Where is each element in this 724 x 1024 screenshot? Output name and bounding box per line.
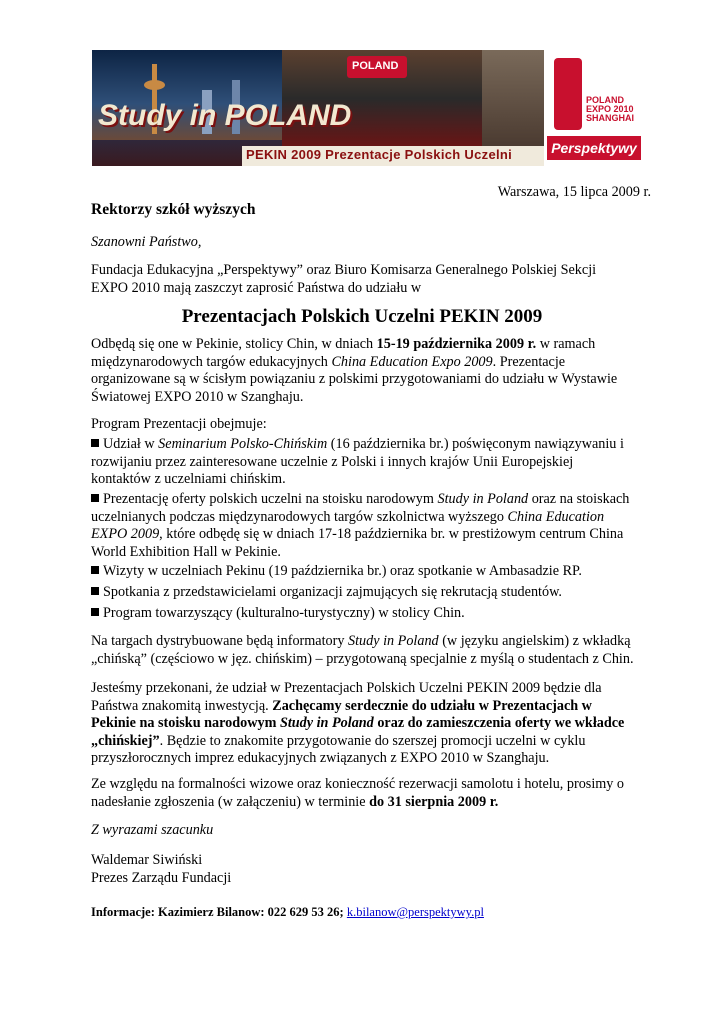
banner-strip-text: PEKIN 2009 Prezentacje Polskich Uczelni [246,147,513,162]
paragraph-informators: Na targach dystrybuowane będą informatory Study in Poland (w języku angielskim) z wkładką „chińską” (częściowo w jęz. chińskim) – przygotowaną specjalnie z myślą o studentach z Chin. [91,633,634,667]
bullet-square-icon [91,439,99,447]
contact-email-link[interactable]: k.bilanow@perspektywy.pl [346,905,484,919]
event-heading: Prezentacjach Polskich Uczelni PEKIN 2009 [181,306,543,327]
paragraph-event-details: Odbędą się one w Pekinie, stolicy Chin, w dniach 15-19 października 2009 r. w ramach międzynarodowych targów edukacyjnych China Education Expo 2009. Prezentacje organizowane są w ścisłym powiązaniu z polskimi przygotowaniami do udziału w Wystawie Światowej EXPO 2010 w Szanghaju. [91,336,618,405]
signer-name: Waldemar Siwiński [91,852,203,868]
expo-logo-text: POLAND EXPO 2010 SHANGHAI [586,95,635,123]
recipient: Rektorzy szkół wyższych [91,201,256,218]
closing: Z wyrazami szacunku [91,822,214,838]
signature-block [91,852,651,887]
program-label: Program Prezentacji obejmuje: [91,416,267,432]
list-item: Wizyty w uczelniach Pekinu (19 października br.) oraz spotkanie w Ambasadzie RP. [91,563,651,581]
contact-footer [91,905,484,920]
perspektywy-logo: Perspektywy [547,136,641,160]
paragraph-invitation: Jesteśmy przekonani, że udział w Prezentacjach Polskich Uczelni PEKIN 2009 będzie dla Państwa znakomitą inwestycją. Zachęcamy serdecznie do udziału w Prezentacjach w Pekinie na stoisku narodowym Study in Poland oraz do zamieszczenia oferty we wkładce „chińskiej”. Będzie to znakomite przygotowanie do szerszej promocji uczelni w cyklu przyszłorocznych imprez edukacyjnych związanych z EXPO 2010 w Szanghaju. [91,680,625,767]
list-item: Udział w Seminarium Polsko-Chińskim (16 października br.) poświęconym nawiązywaniu i rozwijaniu przez zainteresowane uczelnie z Polski i innych krajów Unii Europejskiej kontaktów z uczelniami chińskim. [91,436,624,488]
tower-sphere [144,80,165,90]
expo-logo-icon [554,58,582,130]
reader-photo [482,50,544,148]
bullet-square-icon [91,494,99,502]
letter-date: Warszawa, 15 lipca 2009 r. [497,184,651,200]
paragraph-deadline: Ze względu na formalności wizowe oraz konieczność rezerwacji samolotu i hotelu, prosimy o nadesłanie zgłoszenia (w załączeniu) w terminie do 31 sierpnia 2009 r. [91,776,625,810]
study-in-poland-logo: Study in POLAND [98,99,352,132]
bullet-square-icon [91,566,99,574]
contact-label: Informacje: Kazimierz Bilanow: 022 629 53 26; [91,905,347,919]
signer-title: Prezes Zarządu Fundacji [91,869,232,886]
list-item: Spotkania z przedstawicielami organizacji zajmujących się rekrutacją studentów. [91,584,651,602]
poland-sign-text: POLAND [352,60,399,72]
header-banner [92,50,643,166]
intro-paragraph: Fundacja Edukacyjna „Perspektywy” oraz Biuro Komisarza Generalnego Polskiej Sekcji EXPO 2010 mają zaszczyt zaprosić Państwa do udziału w [91,262,597,296]
bullet-square-icon [91,587,99,595]
list-item: Prezentację oferty polskich uczelni na stoisku narodowym Study in Poland oraz na stoiskach uczelnianych podczas międzynarodowych targów szkolnictwa wyższego China Education EXPO 2009, które odbędę się w dniach 17-18 października br. w prestiżowym centrum China World Exhibition Hall w Pekinie. [91,491,630,560]
bullet-square-icon [91,608,99,616]
salutation: Szanowni Państwo, [91,234,202,250]
list-item: Program towarzyszący (kulturalno-turystyczny) w stolicy Chin. [91,605,651,623]
